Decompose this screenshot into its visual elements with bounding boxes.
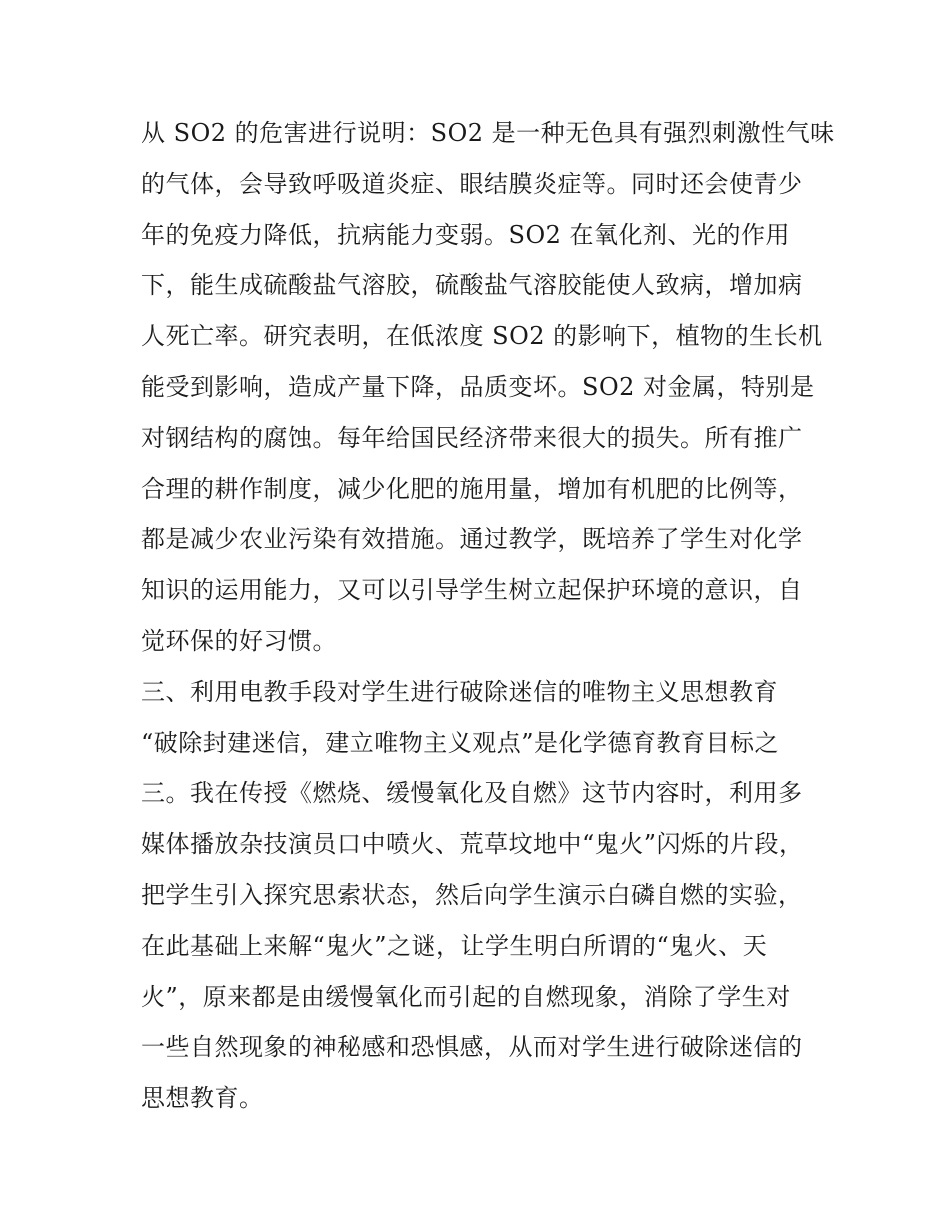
text-line: 火”，原来都是由缓慢氧化而引起的自燃现象，消除了学生对 bbox=[141, 982, 791, 1011]
body-text bbox=[141, 108, 841, 1124]
text-line: 把学生引入探究思索状态，然后向学生演示白磷自燃的实验， bbox=[141, 880, 803, 909]
text-line: “破除封建迷信，建立唯物主义观点”是化学德育教育目标之 bbox=[141, 728, 780, 757]
text-line: 对钢结构的腐蚀。每年给国民经济带来很大的损失。所有推广 bbox=[141, 423, 803, 452]
text-line: 思想教育。 bbox=[141, 1084, 264, 1113]
text-line: 的气体，会导致呼吸道炎症、眼结膜炎症等。同时还会使青少 bbox=[141, 169, 803, 198]
text-line: 在此基础上来解“鬼火”之谜，让学生明白所谓的“鬼火、天 bbox=[141, 931, 768, 960]
text-line: 合理的耕作制度，减少化肥的施用量，增加有机肥的比例等， bbox=[141, 474, 803, 503]
text-line: 年的免疫力降低，抗病能力变弱。SO2 在氧化剂、光的作用 bbox=[141, 220, 791, 249]
text-line: 媒体播放杂技演员口中喷火、荒草坟地中“鬼火”闪烁的片段， bbox=[141, 830, 804, 859]
text-line: 能受到影响，造成产量下降，品质变坏。SO2 对金属，特别是 bbox=[141, 372, 815, 401]
text-line: 觉环保的好习惯。 bbox=[141, 626, 337, 655]
text-line: 知识的运用能力，又可以引导学生树立起保护环境的意识，自 bbox=[141, 576, 803, 605]
section-heading: 三、利用电教手段对学生进行破除迷信的唯物主义思想教育 bbox=[141, 677, 778, 706]
text-line: 都是减少农业污染有效措施。通过教学，既培养了学生对化学 bbox=[141, 525, 803, 554]
text-line: 从 SO2 的危害进行说明：SO2 是一种无色具有强烈刺激性气味 bbox=[141, 119, 835, 147]
text-line: 三。我在传授《燃烧、缓慢氧化及自燃》这节内容时，利用多 bbox=[141, 779, 803, 808]
text-line: 人死亡率。研究表明，在低浓度 SO2 的影响下，植物的生长机 bbox=[141, 322, 823, 351]
text-line: 一些自然现象的神秘感和恐惧感，从而对学生进行破除迷信的 bbox=[141, 1033, 803, 1062]
text-line: 下，能生成硫酸盐气溶胶，硫酸盐气溶胶能使人致病，增加病 bbox=[141, 271, 803, 300]
